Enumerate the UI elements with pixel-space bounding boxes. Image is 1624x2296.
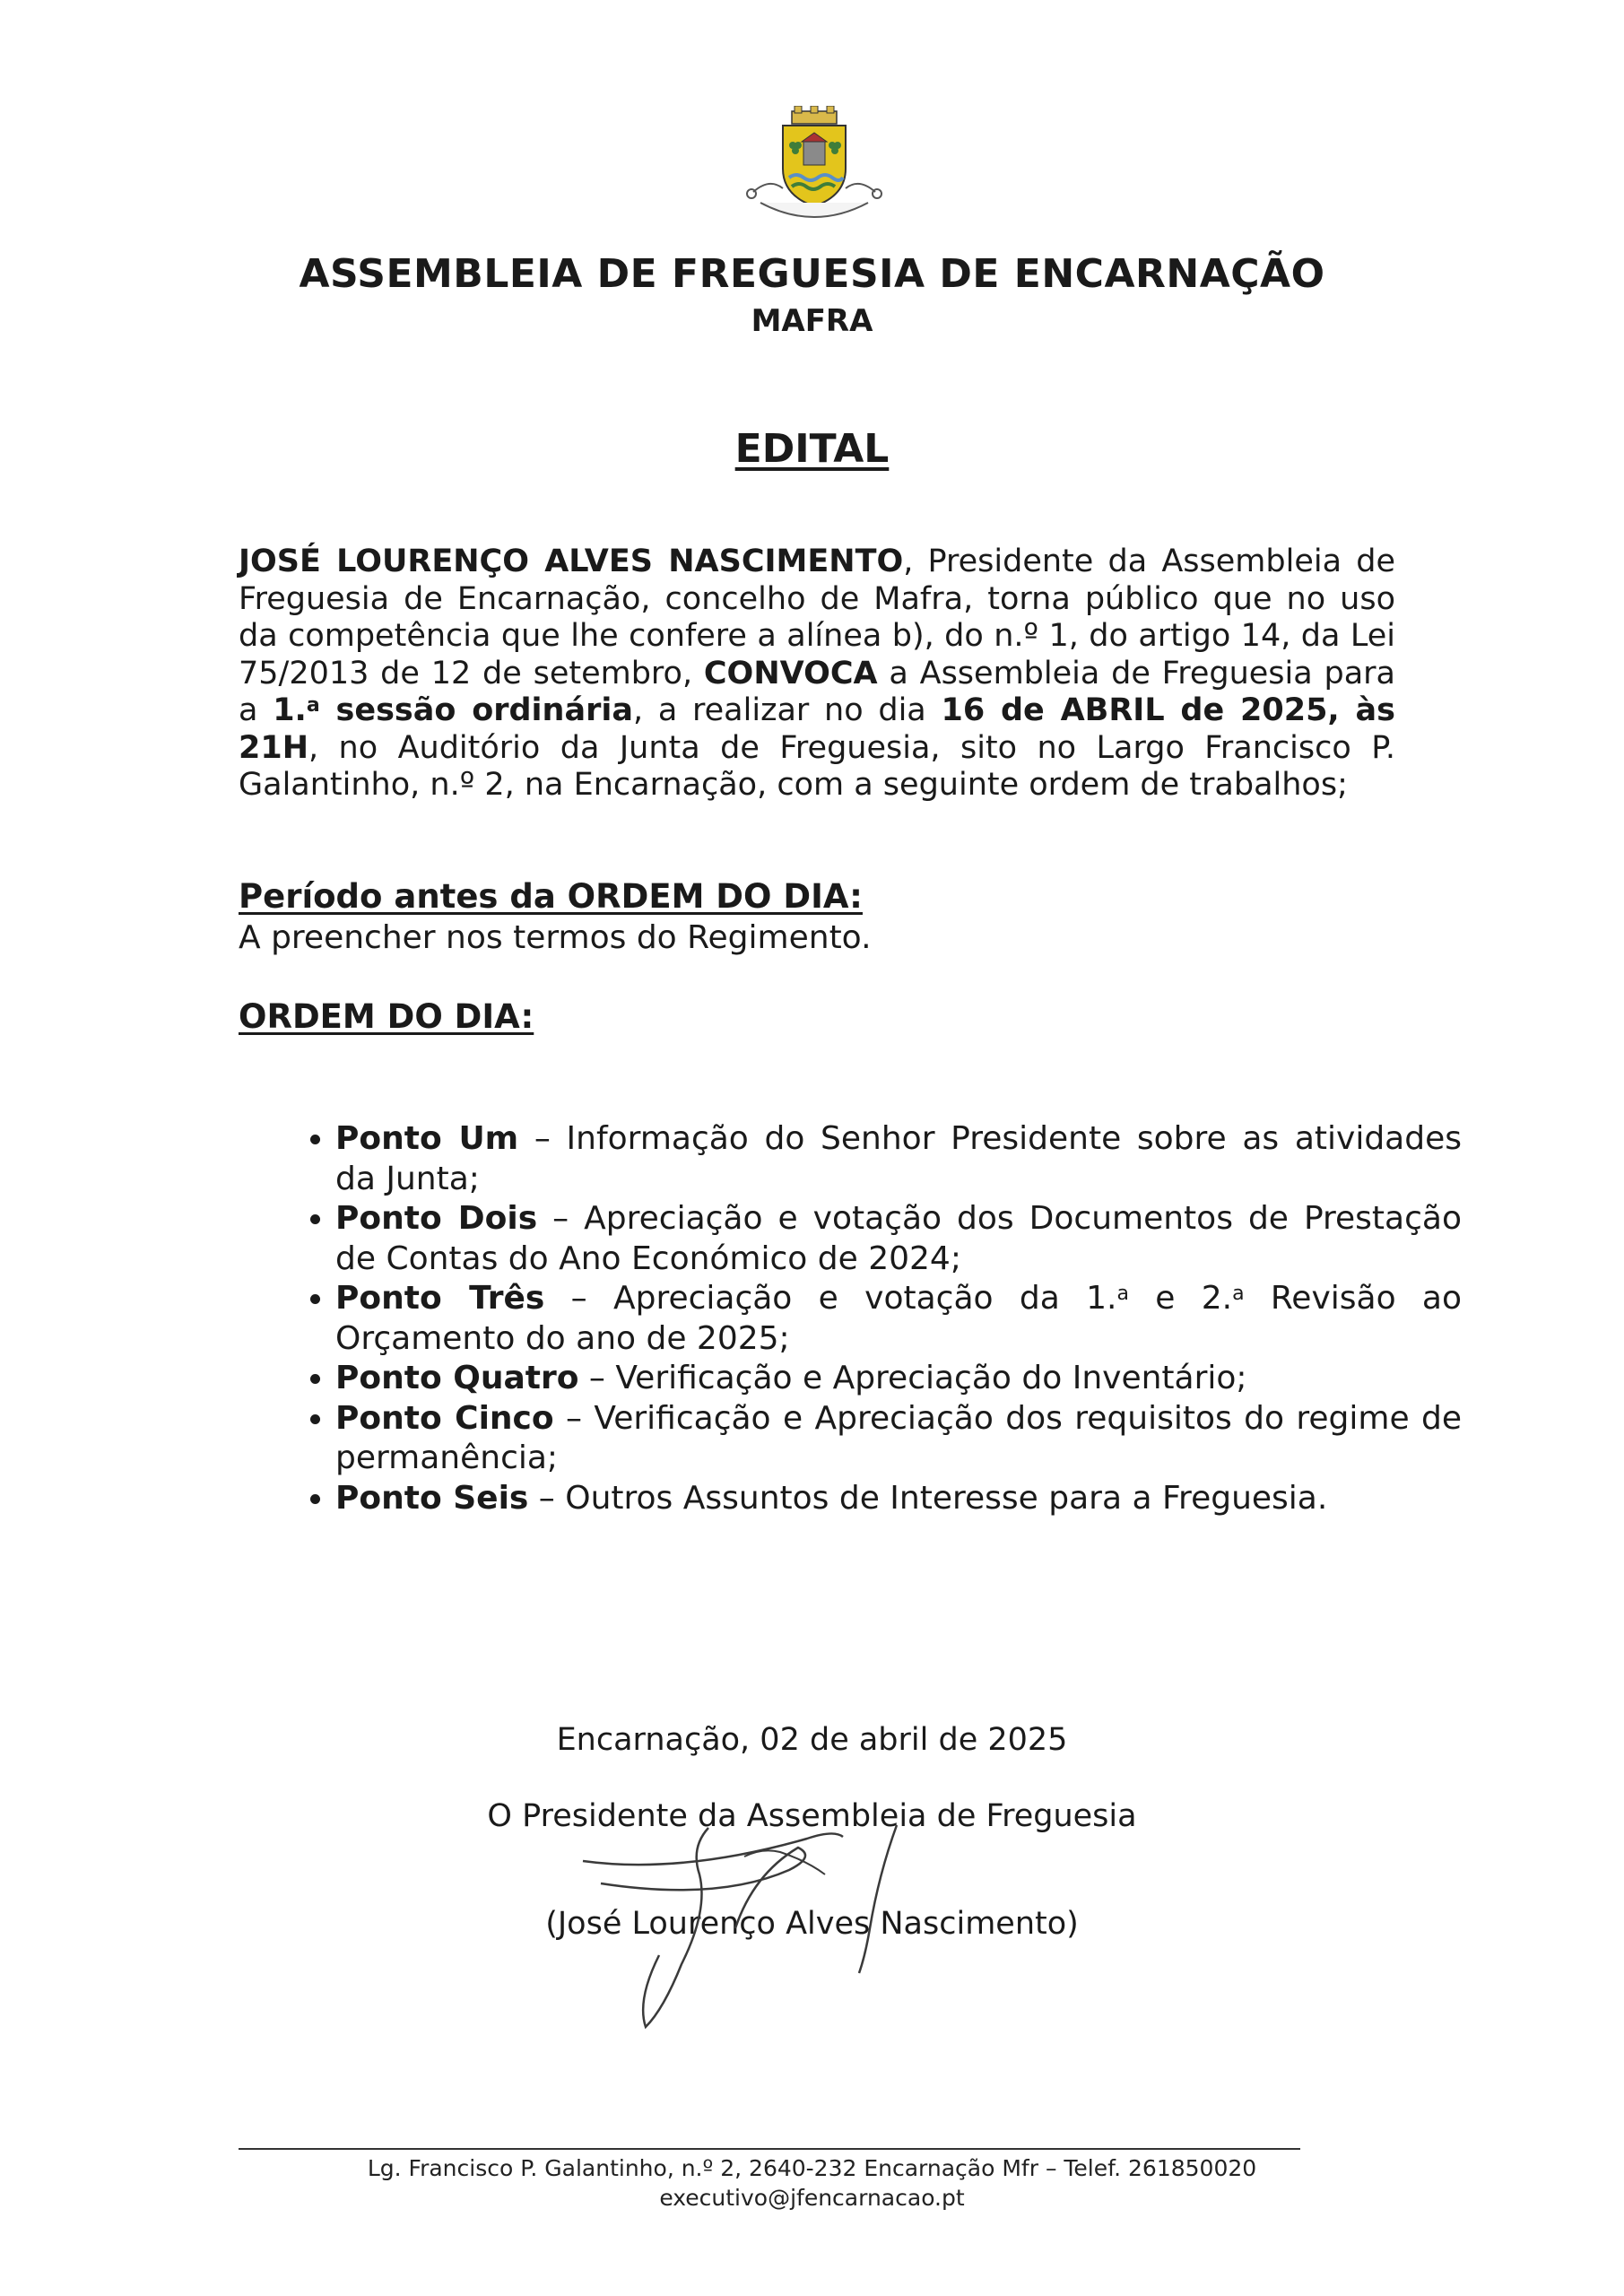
president-name: JOSÉ LOURENÇO ALVES NASCIMENTO	[239, 544, 904, 579]
handwritten-signature-icon	[574, 1821, 924, 2036]
intro-text-4: , no Auditório da Junta de Freguesia, sito no Largo Francisco P. Galantinho, n.º 2, na Encarnação, com a seguinte ordem de trabalhos;	[239, 729, 1395, 803]
agenda-item-6	[335, 1479, 1462, 1519]
intro-text-3: , a realizar no dia	[632, 692, 942, 728]
agenda-item-label: Ponto Seis	[335, 1479, 529, 1517]
session-number: 1.	[273, 692, 307, 728]
agenda-item-label: Ponto Um	[335, 1120, 519, 1157]
intro-text-1: , Presidente da Assembleia de Freguesia de Encarnação, concelho de Mafra, torna público que no uso da competência que lhe confere a alínea b), do n.º 1, do artigo 14, da Lei 75/2013 de 12 de setembro,	[239, 544, 1395, 691]
signature-role: O Presidente da Assembleia de Freguesia	[487, 1798, 1137, 1834]
session-label	[273, 692, 633, 728]
agenda-item-3	[335, 1279, 1462, 1359]
organization-title: ASSEMBLEIA DE FREGUESIA DE ENCARNAÇÃO	[299, 251, 1325, 297]
intro-paragraph	[239, 544, 1395, 804]
agenda-item-text: – Verificação e Apreciação dos requisitos do regime de permanência;	[335, 1399, 1462, 1476]
agenda-item-4	[335, 1359, 1462, 1399]
agenda-item-text: – Verificação e Apreciação do Inventário;	[578, 1360, 1247, 1396]
agenda-item-label: Ponto Três	[335, 1280, 545, 1317]
agenda-item-2	[335, 1199, 1462, 1279]
session-text: sessão ordinária	[319, 692, 633, 728]
intro-text-2: a Assembleia de Freguesia para a	[239, 655, 1396, 728]
agenda-item-text: – Apreciação e votação da 1.	[544, 1280, 1117, 1317]
convoca-text: CONVOCA	[703, 655, 878, 691]
agenda-item-label: Ponto Dois	[335, 1200, 538, 1237]
session-date-time: 16 de ABRIL de 2025, às 21H	[239, 692, 1395, 766]
ordinal-mark: a	[1232, 1283, 1245, 1305]
agenda-item-text: Revisão ao Orçamento do ano de 2025;	[335, 1280, 1463, 1357]
signature-place-date: Encarnação, 02 de abril de 2025	[556, 1722, 1068, 1758]
ordinal-mark: a	[1116, 1283, 1129, 1305]
agenda-item-text: – Informação do Senhor Presidente sobre as atividades da Junta;	[335, 1120, 1462, 1197]
footer-email: executivo@jfencarnacao.pt	[659, 2185, 965, 2211]
agenda-list	[269, 1119, 1462, 1518]
agenda-item-5	[335, 1399, 1462, 1479]
session-ordinal: a	[306, 694, 320, 717]
organization-subtitle: MAFRA	[751, 303, 873, 339]
agenda-item-label: Ponto Quatro	[335, 1360, 579, 1396]
agenda-item-text: e 2.	[1128, 1280, 1233, 1317]
footer-divider	[239, 2148, 1300, 2150]
agenda-item-text: – Apreciação e votação dos Documentos de Prestação de Contas do Ano Económico de 2024;	[335, 1200, 1462, 1277]
before-agenda-heading: Período antes da ORDEM DO DIA:	[239, 877, 863, 916]
document-title: EDITAL	[734, 426, 890, 472]
signature-name: (José Lourenço Alves Nascimento)	[545, 1906, 1079, 1942]
agenda-heading: ORDEM DO DIA:	[239, 997, 534, 1036]
agenda-item-label: Ponto Cinco	[335, 1399, 554, 1437]
agenda-item-text: – Outros Assuntos de Interesse para a Freguesia.	[528, 1479, 1328, 1517]
footer-address: Lg. Francisco P. Galantinho, n.º 2, 2640-232 Encarnação Mfr – Telef. 261850020	[367, 2155, 1257, 2181]
agenda-item-1	[335, 1119, 1462, 1199]
before-agenda-text: A preencher nos termos do Regimento.	[239, 919, 872, 956]
parish-crest-icon	[743, 106, 886, 231]
